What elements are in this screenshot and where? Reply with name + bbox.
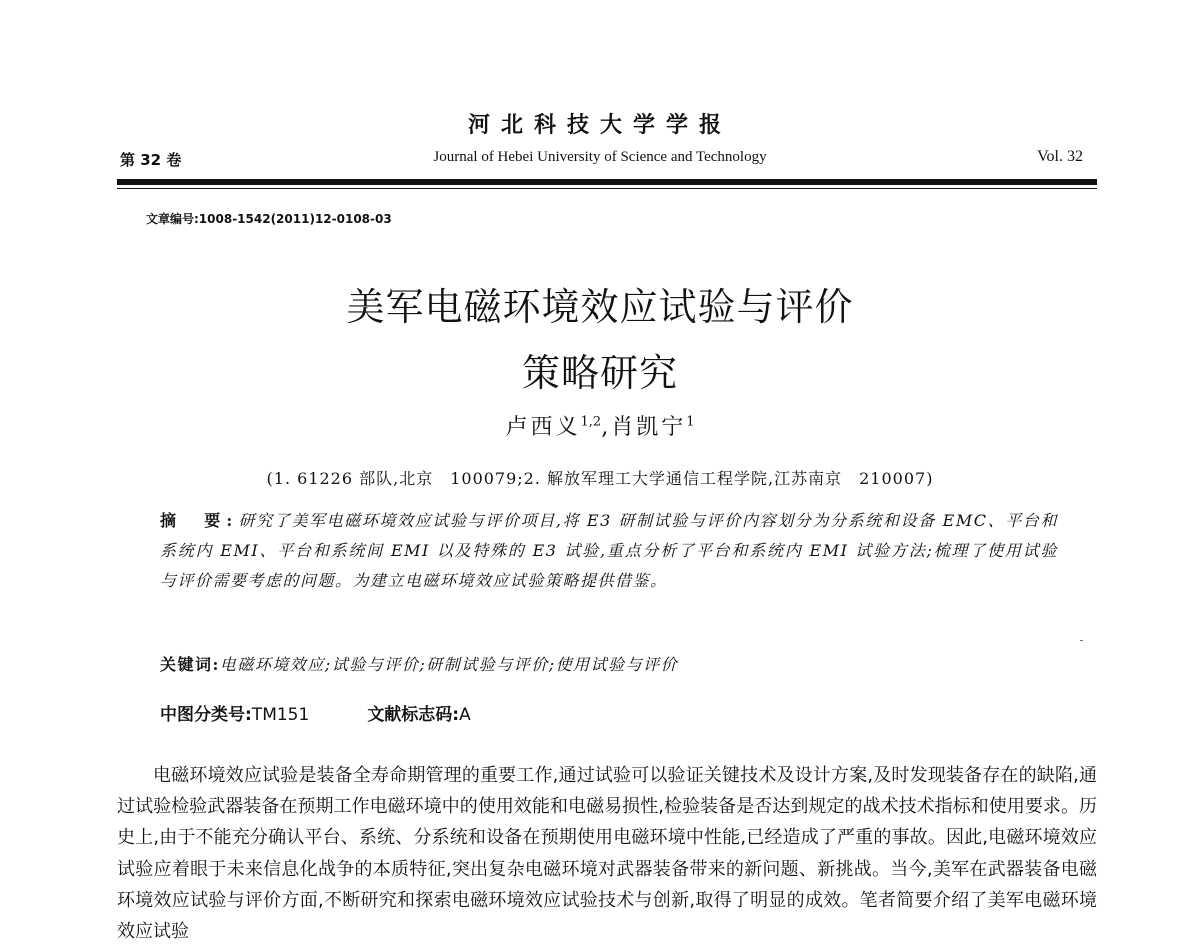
classification-line xyxy=(160,700,471,725)
abstract-label: 摘 要: xyxy=(160,511,239,530)
document-code-value: A xyxy=(459,705,471,725)
article-number: 文章编号:1008-1542(2011)12-0108-03 xyxy=(146,212,392,226)
header-rule-thick xyxy=(117,179,1097,185)
body-paragraph: 电磁环境效应试验是装备全寿命期管理的重要工作,通过试验可以验证关键技术及设计方案,及时发现装备存在的缺陷,通过试验检验武器装备在预期工作电磁环境中的使用效能和电磁易损性,检验装备是否达到规定的战术技术指标和使用要求。历史上,由于不能充分确认平台、系统、分系统和设备在预期使用电磁环境中性能,已经造成了严重的事故。因此,电磁环境效应试验应着眼于未来信息化战争的本质特征,突出复杂电磁环境对武器装备带来的新问题、新挑战。当今,美军在武器装备电磁环境效应试验与评价方面,不断研究和探索电磁环境效应试验技术与创新,取得了明显的成效。笔者简要介绍了美军电磁环境效应试验 xyxy=(117,765,1097,943)
author-1-affiliation-mark: 1,2 xyxy=(580,414,602,430)
article-title-line-2: 策略研究 xyxy=(521,351,678,395)
volume-number-en: Vol. 32 xyxy=(1037,148,1083,165)
keywords xyxy=(160,652,678,675)
volume-number-cn: 第 32 卷 xyxy=(120,151,182,169)
clc-label: 中图分类号: xyxy=(160,705,252,725)
header-rule-thin xyxy=(117,188,1097,189)
article-title-line-1: 美军电磁环境效应试验与评价 xyxy=(346,285,854,329)
author-line xyxy=(0,410,1200,441)
document-code-label: 文献标志码: xyxy=(367,705,460,725)
journal-title-en: Journal of Hebei University of Science and Technology xyxy=(433,149,767,165)
author-2: 肖凯宁 xyxy=(611,415,687,440)
affiliations: (1. 61226 部队,北京 100079;2. 解放军理工大学通信工程学院,江苏南京 210007) xyxy=(266,469,934,488)
keywords-label: 关键词: xyxy=(160,655,220,674)
journal-title-cn: 河北科技大学学报 xyxy=(467,112,732,138)
abstract-text: 研究了美军电磁环境效应试验与评价项目,将 E3 研制试验与评价内容划分为分系统和设备 EMC、平台和系统内 EMI、平台和系统间 EMI 以及特殊的 E3 试验,重点分析了平台和系统内 EMI 试验方法;梳理了使用试验与评价需要考虑的问题。为建立电磁环境效应试验策略提供借鉴。 xyxy=(160,511,1058,590)
margin-mark xyxy=(1080,640,1083,641)
abstract xyxy=(160,506,1058,596)
author-2-affiliation-mark: 1 xyxy=(686,414,695,430)
author-separator: , xyxy=(601,415,612,440)
clc-value: TM151 xyxy=(251,705,310,725)
keywords-text: 电磁环境效应;试验与评价;研制试验与评价;使用试验与评价 xyxy=(219,655,679,674)
author-1: 卢西义 xyxy=(505,415,581,440)
